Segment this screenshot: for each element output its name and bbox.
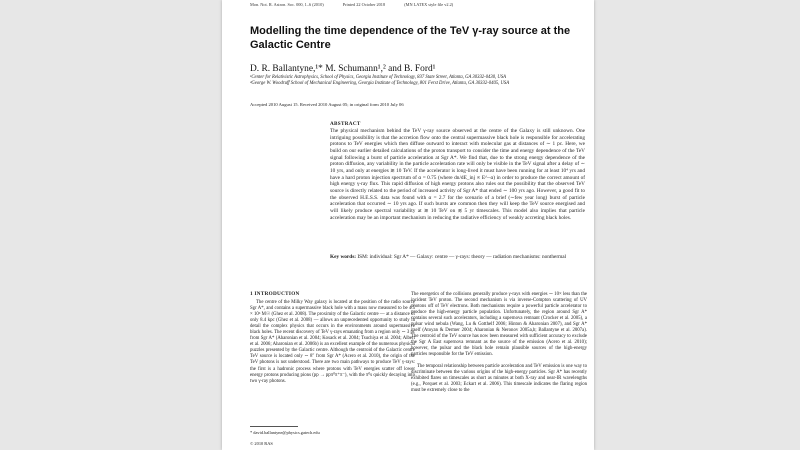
footnote-rule bbox=[250, 426, 298, 427]
affiliation-2: ²George W. Woodruff School of Mechanical Engineering, Georgia Institute of Technology, 801 Ferst Drive, Atlanta, GA 30332-0405, USA bbox=[250, 80, 510, 86]
abstract-text: The physical mechanism behind the TeV γ-ray source observed at the centre of the Galaxy is still unknown. One intriguing possibility is that the accretion flow onto the central supermassive black hole is responsible for accelerating protons to TeV energies which then diffuse outward to interact with molecular gas at distances of ∼ 1 pc. Here, we build on our earlier detailed calculations of the proton transport to consider the time and energy dependence of the TeV signal following a burst of particle acceleration at Sgr A*. We find that, due to the strong energy dependence of the proton diffusion, any variability in the particle acceleration rate will only be visible in the TeV signal after a delay of ∼ 10 yrs, and only at energies ≳ 10 TeV. If the accelerator is long-lived it must have been running for at least 10⁴ yrs and have a hard proton injection spectrum of α = 0.75 (where dn/dE_inj ∝ E^−α) in order to produce the correct amount of high energy γ-ray flux. This rapid diffusion of high energy protons also rules out the possibility that the observed TeV source is directly related to the period of increased activity of Sgr A* that ended ∼ 100 yrs ago. However, a good fit to the observed H.E.S.S. data was found with α = 2.7 for the scenario of a brief (∼few year long) burst of particle acceleration that occurred ∼ 10 yrs ago. If such bursts are common then they will keep the TeV source energised and will likely produce spectral variability at ≳ 10 TeV on ≲ 5 yr timescales. This model also implies that particle acceleration may be an important mechanism in reducing the radiative efficiency of weakly accreting black holes. bbox=[330, 128, 585, 221]
keywords-list: ISM: individual: Sgr A* — Galaxy: centre — γ-rays: theory — radiation mechanisms: nonthermal bbox=[357, 254, 567, 260]
footnote-email: * david.ballantyne@physics.gatech.edu bbox=[250, 430, 320, 435]
author-list: D. R. Ballantyne,¹* M. Schumann¹,² and B. Ford¹ bbox=[250, 64, 436, 74]
section-heading-introduction: 1 INTRODUCTION bbox=[250, 291, 300, 297]
abstract-heading: ABSTRACT bbox=[330, 121, 361, 127]
submission-dates: Accepted 2010 August 15. Received 2010 August 05; in original form 2010 July 06 bbox=[250, 102, 404, 107]
affiliations bbox=[250, 75, 509, 87]
intro-column-right bbox=[411, 292, 587, 399]
intro-column-left: The centre of the Milky Way galaxy is located at the position of the radio source Sgr A*, and contains a supermassive black hole with a mass now measured to be 4.5 × 10⁶ M☉ (Ghez et al. 2008). The proximity of the Galactic centre — at a distance of only 8.4 kpc (Ghez et al. 2008) — allows an unprecedented opportunity to study in detail the complex physics that occurs in the environments around supermassive black holes. The recent discovery of TeV γ-rays emanating from a region only ∼ 3 pc from Sgr A* (Aharonian et al. 2004; Kosack et al. 2004; Tsuchiya et al. 2004; Albert et al. 2006; Aharonian et al. 2006b) is an excellent example of the numerous physical puzzles presented by the Galactic centre. Although the centroid of the Galactic centre TeV source is located only ∼ 8″ from Sgr A* (Acero et al. 2010), the origin of the TeV photons is not understood. There are two main pathways to produce TeV γ-rays: the first is a hadronic process where protons with TeV energies scatter off lower energy protons producing pions (pp → ppπ⁰π⁺π⁻), with the π⁰s quickly decaying into two γ-ray photons. bbox=[250, 300, 415, 384]
intro-paragraph: The energetics of the collisions generally produce γ-rays with energies ∼ 10× less than the incident TeV proton. The second mechanism is via inverse-Compton scattering of UV photons off of TeV electrons. Both mechanisms require a powerful particle accelerator to produce the high-energy particle population. Unfortunately, the region around Sgr A* contains several such accelerators, including a supernova remnant (Crocker et al. 2005), a pulsar wind nebula (Wang, Lu & Gotthelf 2006; Hinton & Aharonian 2007), and Sgr A* itself (Atoyan & Dermer 2004; Aharonian & Neronov 2005a,b; Ballantyne et al. 2007a). The centroid of the TeV source has now been measured with sufficient accuracy to exclude the Sgr A East supernova remnant as the source of the emission (Acero et al. 2010); however, the pulsar and the black hole remain plausible sources of the high-energy particles responsible for the TeV emission. bbox=[411, 292, 587, 358]
style-file: (MN LATEX style file v2.2) bbox=[404, 2, 454, 7]
printed-date: Printed 22 October 2018 bbox=[342, 2, 386, 7]
keywords bbox=[330, 254, 585, 261]
journal-citation: Mon. Not. R. Astron. Soc. 000, 1–6 (2010) bbox=[250, 2, 324, 7]
paper-page bbox=[222, 0, 594, 450]
copyright-notice: © 2010 RAS bbox=[250, 441, 273, 446]
keywords-label: Key words: bbox=[330, 254, 357, 260]
paper-title: Modelling the time dependence of the TeV γ-ray source at the Galactic Centre bbox=[250, 25, 571, 51]
intro-paragraph: The temporal relationship between particle acceleration and TeV emission is one way to discriminate between the various origins of the high-energy particles. Sgr A* has recently exhibited flares on timescales as short as minutes at both X-ray and near-IR wavelengths (e.g., Porquet et al. 2003; Eckart et al. 2006). This timescale indicates the flaring region must be extremely close to the bbox=[411, 363, 587, 393]
affiliation-1: ¹Center for Relativistic Astrophysics, School of Physics, Georgia Institute of Technology, 837 State Street, Atlanta, GA 30332-0430, USA bbox=[250, 75, 507, 80]
running-header bbox=[250, 2, 471, 7]
